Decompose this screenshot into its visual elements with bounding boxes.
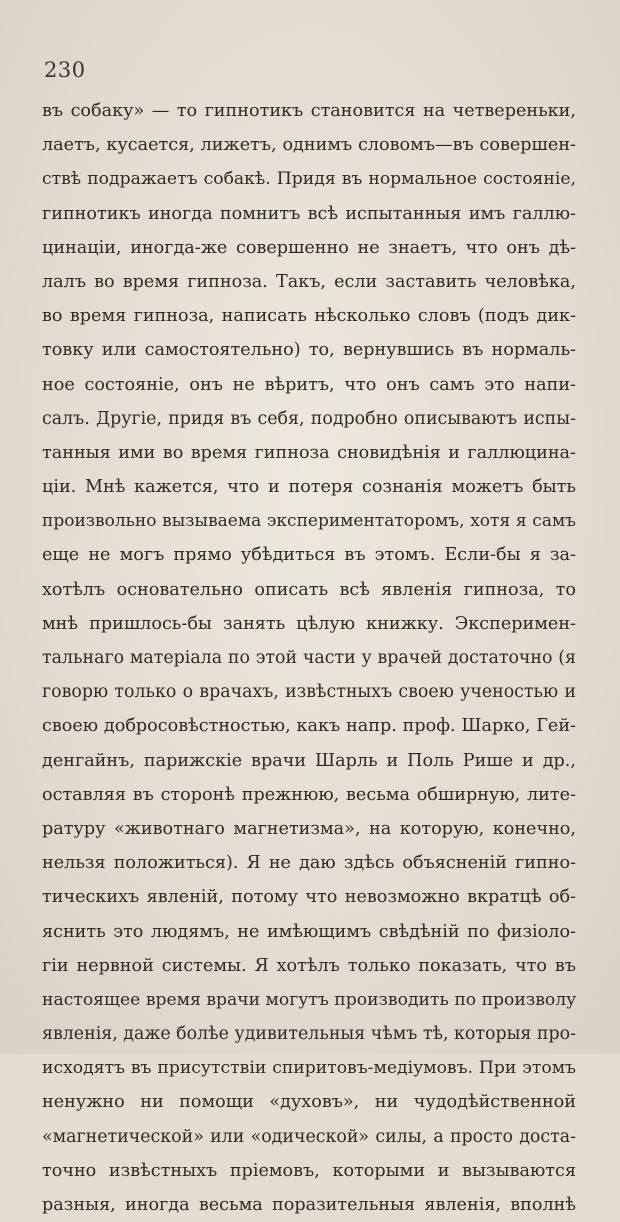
text-line: яснить это людямъ, не имѣющимъ свѣдѣній по физіоло-: [42, 921, 576, 942]
text-line: денгайнъ, парижскіе врачи Шарль и Поль Рише и др.,: [42, 750, 576, 771]
text-line: оставляя въ сторонѣ прежнюю, весьма обширную, лите-: [42, 784, 576, 805]
text-line: тальнаго матеріала по этой части у врачей достаточно (я: [42, 648, 576, 668]
body-text: [42, 94, 576, 1222]
text-line: гипнотикъ иногда помнитъ всѣ испытанныя имъ галлю-: [42, 203, 576, 224]
text-line: мнѣ пришлось-бы занять цѣлую книжку. Эксперимен-: [42, 613, 576, 634]
text-line: ствѣ подражаетъ собакѣ. Придя въ нормальное состояніе,: [42, 169, 576, 190]
text-line: во время гипноза, написать нѣсколько словъ (подъ дик-: [42, 306, 576, 327]
text-line: цинаціи, иногда-же совершенно не знаетъ, что онъ дѣ-: [42, 237, 576, 258]
text-line: танныя ими во время гипноза сновидѣнія и галлюцина-: [42, 442, 576, 463]
text-line: ненужно ни помощи «духовъ», ни чудодѣйственной: [42, 1092, 576, 1113]
text-line: «магнетической» или «одической» силы, а просто доста-: [42, 1126, 576, 1147]
text-line: ное состояніе, онъ не вѣритъ, что онъ самъ это напи-: [42, 374, 576, 395]
text-line: гіи нервной системы. Я хотѣлъ только показать, что въ: [42, 955, 576, 976]
text-line: настоящее время врачи могутъ производить по произволу: [42, 989, 576, 1010]
text-line: нельзя положиться). Я не даю здѣсь объясненій гипно-: [42, 853, 576, 874]
text-line: товку или самостоятельно) то, вернувшись въ нормаль-: [42, 340, 576, 361]
text-line: точно извѣстныхъ пріемовъ, которыми и вызываются: [42, 1160, 576, 1181]
text-line: хотѣлъ основательно описать всѣ явленія гипноза, то: [42, 579, 576, 600]
text-line: говорю только о врачахъ, извѣстныхъ своею ученостью и: [42, 682, 576, 703]
text-line: тическихъ явленій, потому что невозможно вкратцѣ об-: [42, 887, 576, 908]
text-line: произвольно вызываема экспериментаторомъ, хотя я самъ: [42, 511, 576, 532]
text-line: исходятъ въ присутствіи спиритовъ-медіумовъ. При этомъ: [42, 1058, 576, 1079]
text-line: лаетъ, кусается, лижетъ, однимъ словомъ—въ совершен-: [42, 135, 576, 156]
page-number: 230: [44, 58, 86, 82]
text-line: салъ. Другіе, придя въ себя, подробно описываютъ испы-: [42, 408, 576, 429]
text-line: явленія, даже болѣе удивительныя чѣмъ тѣ, которыя про-: [42, 1024, 576, 1045]
text-line: ратуру «животнаго магнетизма», на которую, конечно,: [42, 818, 576, 839]
text-line: своею добросовѣстностью, какъ напр. проф. Шарко, Гей-: [42, 716, 576, 737]
text-line: еще не могъ прямо убѣдиться въ этомъ. Если-бы я за-: [42, 545, 576, 566]
text-line: разныя, иногда весьма поразительныя явленія, вполнѣ: [42, 1195, 576, 1215]
text-line: ціи. Мнѣ кажется, что и потеря сознанія можетъ быть: [42, 477, 576, 498]
text-line: лалъ во время гипноза. Такъ, если заставить человѣка,: [42, 271, 576, 292]
text-line: въ собаку» — то гипнотикъ становится на четвереньки,: [42, 101, 576, 121]
